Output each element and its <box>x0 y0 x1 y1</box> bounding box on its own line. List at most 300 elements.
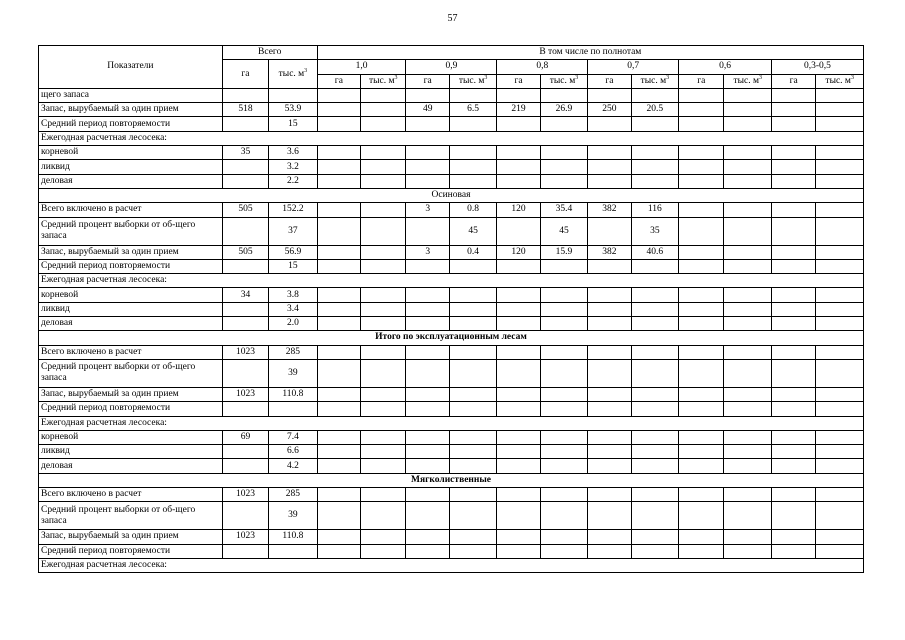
table-cell <box>724 530 771 544</box>
table-cell <box>724 359 771 387</box>
table-cell <box>361 387 406 401</box>
table-cell <box>406 459 449 473</box>
table-row <box>39 245 864 259</box>
table-cell <box>724 502 771 530</box>
table-row <box>39 174 864 188</box>
table-cell <box>222 359 268 387</box>
row-label: Средний период повторяемости <box>39 117 223 131</box>
table-cell <box>771 117 815 131</box>
table-cell <box>816 245 864 259</box>
table-cell <box>317 217 360 245</box>
table-cell <box>588 488 631 502</box>
section-row <box>39 473 864 487</box>
section-title: Мягколиственные <box>39 473 864 487</box>
table-cell <box>816 359 864 387</box>
header-unit-ha: га <box>771 74 815 88</box>
header-unit-ha: га <box>406 74 449 88</box>
table-cell: 26.9 <box>540 103 587 117</box>
table-cell <box>724 103 771 117</box>
table-cell: 110.8 <box>269 530 317 544</box>
table-cell <box>816 146 864 160</box>
table-cell: 3.2 <box>269 160 317 174</box>
table-cell <box>361 430 406 444</box>
table-cell <box>361 203 406 217</box>
table-row <box>39 103 864 117</box>
table-cell <box>449 488 496 502</box>
table-cell <box>406 174 449 188</box>
table-cell <box>222 502 268 530</box>
table-cell <box>724 146 771 160</box>
table-cell <box>631 387 678 401</box>
table-cell <box>449 259 496 273</box>
table-cell <box>540 174 587 188</box>
table-cell <box>540 302 587 316</box>
table-cell <box>361 317 406 331</box>
table-cell <box>449 288 496 302</box>
header-density: 0,9 <box>406 60 497 74</box>
header-total-thous: тыс. $м^3$ <box>269 60 317 89</box>
table-cell <box>771 88 815 102</box>
table-cell <box>724 459 771 473</box>
table-cell <box>317 245 360 259</box>
table-cell <box>588 259 631 273</box>
table-cell <box>540 544 587 558</box>
table-cell <box>724 402 771 416</box>
header-total-ha: га <box>222 60 268 89</box>
section-row <box>39 331 864 345</box>
table-cell <box>771 288 815 302</box>
table-cell <box>361 103 406 117</box>
section-title: Итого по эксплуатационным лесам <box>39 331 864 345</box>
table-row <box>39 302 864 316</box>
row-label: Всего включено в расчет <box>39 203 223 217</box>
table-cell <box>588 387 631 401</box>
table-row <box>39 445 864 459</box>
table-cell <box>724 544 771 558</box>
table-cell: 35.4 <box>540 203 587 217</box>
row-label: ликвид <box>39 445 223 459</box>
table-cell <box>771 402 815 416</box>
table-cell <box>631 402 678 416</box>
table-cell <box>317 488 360 502</box>
table-cell <box>679 103 724 117</box>
table-cell <box>816 117 864 131</box>
table-cell <box>816 174 864 188</box>
table-cell <box>816 430 864 444</box>
table-cell <box>679 88 724 102</box>
table-cell <box>588 445 631 459</box>
table-cell <box>317 174 360 188</box>
table-cell: 35 <box>631 217 678 245</box>
table-cell <box>771 459 815 473</box>
row-label: корневой <box>39 430 223 444</box>
table-cell <box>588 146 631 160</box>
header-density: 1,0 <box>317 60 406 74</box>
table-row <box>39 203 864 217</box>
row-label: Ежегодная расчетная лесосека: <box>39 131 864 145</box>
table-cell <box>222 217 268 245</box>
table-row <box>39 402 864 416</box>
table-cell: 69 <box>222 430 268 444</box>
table-cell <box>679 317 724 331</box>
table-cell <box>771 530 815 544</box>
table-cell <box>771 488 815 502</box>
table-cell: 0.8 <box>449 203 496 217</box>
table-cell <box>317 530 360 544</box>
table-cell <box>361 146 406 160</box>
table-cell <box>631 430 678 444</box>
table-cell <box>406 317 449 331</box>
table-cell <box>406 259 449 273</box>
table-cell <box>816 402 864 416</box>
table-cell: 120 <box>497 203 540 217</box>
row-label: корневой <box>39 288 223 302</box>
table-cell <box>816 160 864 174</box>
table-cell <box>406 117 449 131</box>
table-cell <box>724 302 771 316</box>
table-cell <box>222 88 268 102</box>
table-cell: 120 <box>497 245 540 259</box>
table-cell <box>317 359 360 387</box>
table-cell <box>771 259 815 273</box>
table-cell <box>317 302 360 316</box>
table-cell <box>679 302 724 316</box>
table-cell <box>497 544 540 558</box>
table-cell: 15 <box>269 259 317 273</box>
table-cell: 20.5 <box>631 103 678 117</box>
row-label: Запас, вырубаемый за один прием <box>39 387 223 401</box>
table-cell <box>816 345 864 359</box>
table-cell <box>406 88 449 102</box>
table-cell <box>540 160 587 174</box>
table-cell <box>449 88 496 102</box>
table-cell <box>816 544 864 558</box>
table-cell <box>361 445 406 459</box>
header-unit-thous: тыс. $м^3$ <box>449 74 496 88</box>
row-label: Запас, вырубаемый за один прием <box>39 530 223 544</box>
table-cell <box>588 544 631 558</box>
table-cell <box>679 359 724 387</box>
table-cell <box>679 459 724 473</box>
table-cell <box>679 174 724 188</box>
table-cell <box>816 317 864 331</box>
table-cell <box>317 387 360 401</box>
row-label: Ежегодная расчетная лесосека: <box>39 558 864 572</box>
table-cell <box>497 302 540 316</box>
table-cell: 35 <box>222 146 268 160</box>
row-label: Средний процент выборки от об-щего запаса <box>39 502 223 530</box>
table-cell <box>816 103 864 117</box>
table-cell <box>449 174 496 188</box>
table-cell <box>679 402 724 416</box>
table-cell <box>588 530 631 544</box>
table-cell <box>406 488 449 502</box>
table-cell <box>631 488 678 502</box>
table-cell <box>540 459 587 473</box>
table-cell <box>406 445 449 459</box>
table-cell <box>497 430 540 444</box>
table-cell <box>540 387 587 401</box>
table-cell <box>816 88 864 102</box>
row-label: Средний период повторяемости <box>39 544 223 558</box>
table-cell <box>222 117 268 131</box>
header-density: 0,7 <box>588 60 679 74</box>
table-cell <box>540 288 587 302</box>
table-cell <box>317 288 360 302</box>
table-cell <box>222 259 268 273</box>
table-cell: 39 <box>269 502 317 530</box>
table-row <box>39 387 864 401</box>
header-unit-ha: га <box>317 74 360 88</box>
table-cell: 219 <box>497 103 540 117</box>
subheading-row <box>39 131 864 145</box>
table-cell: 40.6 <box>631 245 678 259</box>
table-cell <box>406 502 449 530</box>
table-cell <box>724 160 771 174</box>
table-cell <box>361 160 406 174</box>
table-cell <box>816 259 864 273</box>
table-row <box>39 359 864 387</box>
table-row <box>39 459 864 473</box>
table-row <box>39 544 864 558</box>
table-cell: 45 <box>540 217 587 245</box>
table-cell: 7.4 <box>269 430 317 444</box>
table-cell: 3.8 <box>269 288 317 302</box>
row-label: Всего включено в расчет <box>39 488 223 502</box>
table-cell <box>406 430 449 444</box>
table-cell <box>540 88 587 102</box>
table-cell <box>724 117 771 131</box>
table-cell <box>497 488 540 502</box>
row-label: Средний период повторяемости <box>39 402 223 416</box>
table-cell <box>771 174 815 188</box>
table-cell <box>449 387 496 401</box>
table-cell <box>317 502 360 530</box>
table-cell <box>406 302 449 316</box>
table-cell <box>406 217 449 245</box>
table-cell <box>631 288 678 302</box>
table-cell: 39 <box>269 359 317 387</box>
table-cell <box>540 402 587 416</box>
table-cell <box>317 345 360 359</box>
table-cell <box>724 259 771 273</box>
table-cell <box>588 502 631 530</box>
table-cell <box>406 359 449 387</box>
table-cell <box>222 402 268 416</box>
table-cell: 152.2 <box>269 203 317 217</box>
table-cell <box>588 288 631 302</box>
table-cell <box>317 544 360 558</box>
table-cell <box>588 88 631 102</box>
table-cell <box>269 544 317 558</box>
table-cell: 15 <box>269 117 317 131</box>
table-cell <box>361 402 406 416</box>
table-cell <box>406 530 449 544</box>
table-cell: 116 <box>631 203 678 217</box>
table-cell <box>361 174 406 188</box>
table-cell: 3.4 <box>269 302 317 316</box>
table-cell <box>497 445 540 459</box>
table-cell <box>588 217 631 245</box>
table-cell <box>724 174 771 188</box>
table-cell <box>269 88 317 102</box>
row-label: корневой <box>39 146 223 160</box>
table-cell <box>771 502 815 530</box>
table-cell <box>497 387 540 401</box>
table-cell <box>771 203 815 217</box>
table-cell <box>497 345 540 359</box>
table-cell <box>771 445 815 459</box>
table-row <box>39 288 864 302</box>
table-cell <box>679 544 724 558</box>
table-cell <box>679 117 724 131</box>
row-label: щего запаса <box>39 88 223 102</box>
table-cell: 0.4 <box>449 245 496 259</box>
table-cell <box>222 160 268 174</box>
forest-stock-table <box>38 45 864 573</box>
table-cell <box>631 117 678 131</box>
table-cell <box>631 302 678 316</box>
table-cell <box>406 402 449 416</box>
table-row <box>39 488 864 502</box>
table-cell <box>631 259 678 273</box>
row-label: Всего включено в расчет <box>39 345 223 359</box>
row-label: Средний период повторяемости <box>39 259 223 273</box>
row-label: деловая <box>39 317 223 331</box>
row-label: деловая <box>39 459 223 473</box>
table-header <box>39 46 864 89</box>
header-total: Всего <box>222 46 317 60</box>
table-cell <box>269 402 317 416</box>
table-cell <box>679 488 724 502</box>
table-cell <box>771 387 815 401</box>
table-cell <box>724 317 771 331</box>
table-cell <box>631 459 678 473</box>
table-cell <box>816 502 864 530</box>
table-cell <box>679 530 724 544</box>
table-cell <box>588 302 631 316</box>
table-cell: 4.2 <box>269 459 317 473</box>
table-cell <box>631 317 678 331</box>
table-cell <box>449 302 496 316</box>
table-cell: 505 <box>222 245 268 259</box>
table-cell <box>361 217 406 245</box>
table-cell <box>816 203 864 217</box>
table-cell <box>497 146 540 160</box>
table-cell <box>497 88 540 102</box>
table-cell: 518 <box>222 103 268 117</box>
table-cell <box>222 302 268 316</box>
table-row <box>39 117 864 131</box>
row-label: ликвид <box>39 302 223 316</box>
table-cell <box>631 88 678 102</box>
table-cell <box>816 217 864 245</box>
table-cell <box>771 103 815 117</box>
table-cell <box>588 402 631 416</box>
table-cell <box>724 488 771 502</box>
table-cell <box>540 530 587 544</box>
table-cell <box>317 88 360 102</box>
table-cell <box>449 544 496 558</box>
table-cell <box>724 345 771 359</box>
table-cell <box>816 288 864 302</box>
table-cell <box>361 544 406 558</box>
table-cell: 382 <box>588 203 631 217</box>
table-cell <box>497 402 540 416</box>
table-cell <box>724 288 771 302</box>
subheading-row <box>39 274 864 288</box>
table-row <box>39 146 864 160</box>
table-cell <box>222 544 268 558</box>
header-unit-thous: тыс. $м^3$ <box>631 74 678 88</box>
table-cell <box>771 302 815 316</box>
table-cell <box>540 117 587 131</box>
table-cell <box>631 174 678 188</box>
table-cell: 110.8 <box>269 387 317 401</box>
row-label: деловая <box>39 174 223 188</box>
table-cell <box>317 259 360 273</box>
table-cell <box>497 502 540 530</box>
header-unit-ha: га <box>588 74 631 88</box>
table-cell <box>317 430 360 444</box>
row-label: Ежегодная расчетная лесосека: <box>39 416 864 430</box>
table-row <box>39 430 864 444</box>
table-cell <box>449 345 496 359</box>
subheading-row <box>39 558 864 572</box>
table-cell <box>317 160 360 174</box>
table-cell <box>588 160 631 174</box>
table-cell <box>361 288 406 302</box>
table-cell <box>679 430 724 444</box>
table-cell <box>540 317 587 331</box>
row-label: Средний процент выборки от об-щего запаса <box>39 359 223 387</box>
table-cell <box>406 146 449 160</box>
table-cell <box>816 459 864 473</box>
table-body <box>39 88 864 572</box>
header-density: 0,3-0,5 <box>771 60 863 74</box>
table-cell <box>771 146 815 160</box>
table-cell <box>771 430 815 444</box>
table-cell <box>317 445 360 459</box>
table-cell <box>222 459 268 473</box>
table-cell <box>679 217 724 245</box>
header-unit-thous: тыс. $м^3$ <box>816 74 864 88</box>
table-cell <box>816 488 864 502</box>
table-cell <box>449 502 496 530</box>
table-cell <box>540 445 587 459</box>
table-cell <box>771 345 815 359</box>
table-cell <box>406 544 449 558</box>
table-cell <box>540 259 587 273</box>
table-cell: 285 <box>269 345 317 359</box>
table-cell <box>406 387 449 401</box>
table-cell <box>361 245 406 259</box>
table-cell <box>588 345 631 359</box>
header-unit-ha: га <box>497 74 540 88</box>
table-cell <box>679 259 724 273</box>
table-cell <box>497 217 540 245</box>
header-unit-thous: тыс. $м^3$ <box>361 74 406 88</box>
header-density: 0,8 <box>497 60 588 74</box>
table-cell: 1023 <box>222 345 268 359</box>
table-cell <box>540 345 587 359</box>
table-row <box>39 217 864 245</box>
table-cell <box>631 146 678 160</box>
table-cell <box>540 146 587 160</box>
table-cell <box>540 502 587 530</box>
table-cell <box>317 203 360 217</box>
table-cell <box>361 345 406 359</box>
